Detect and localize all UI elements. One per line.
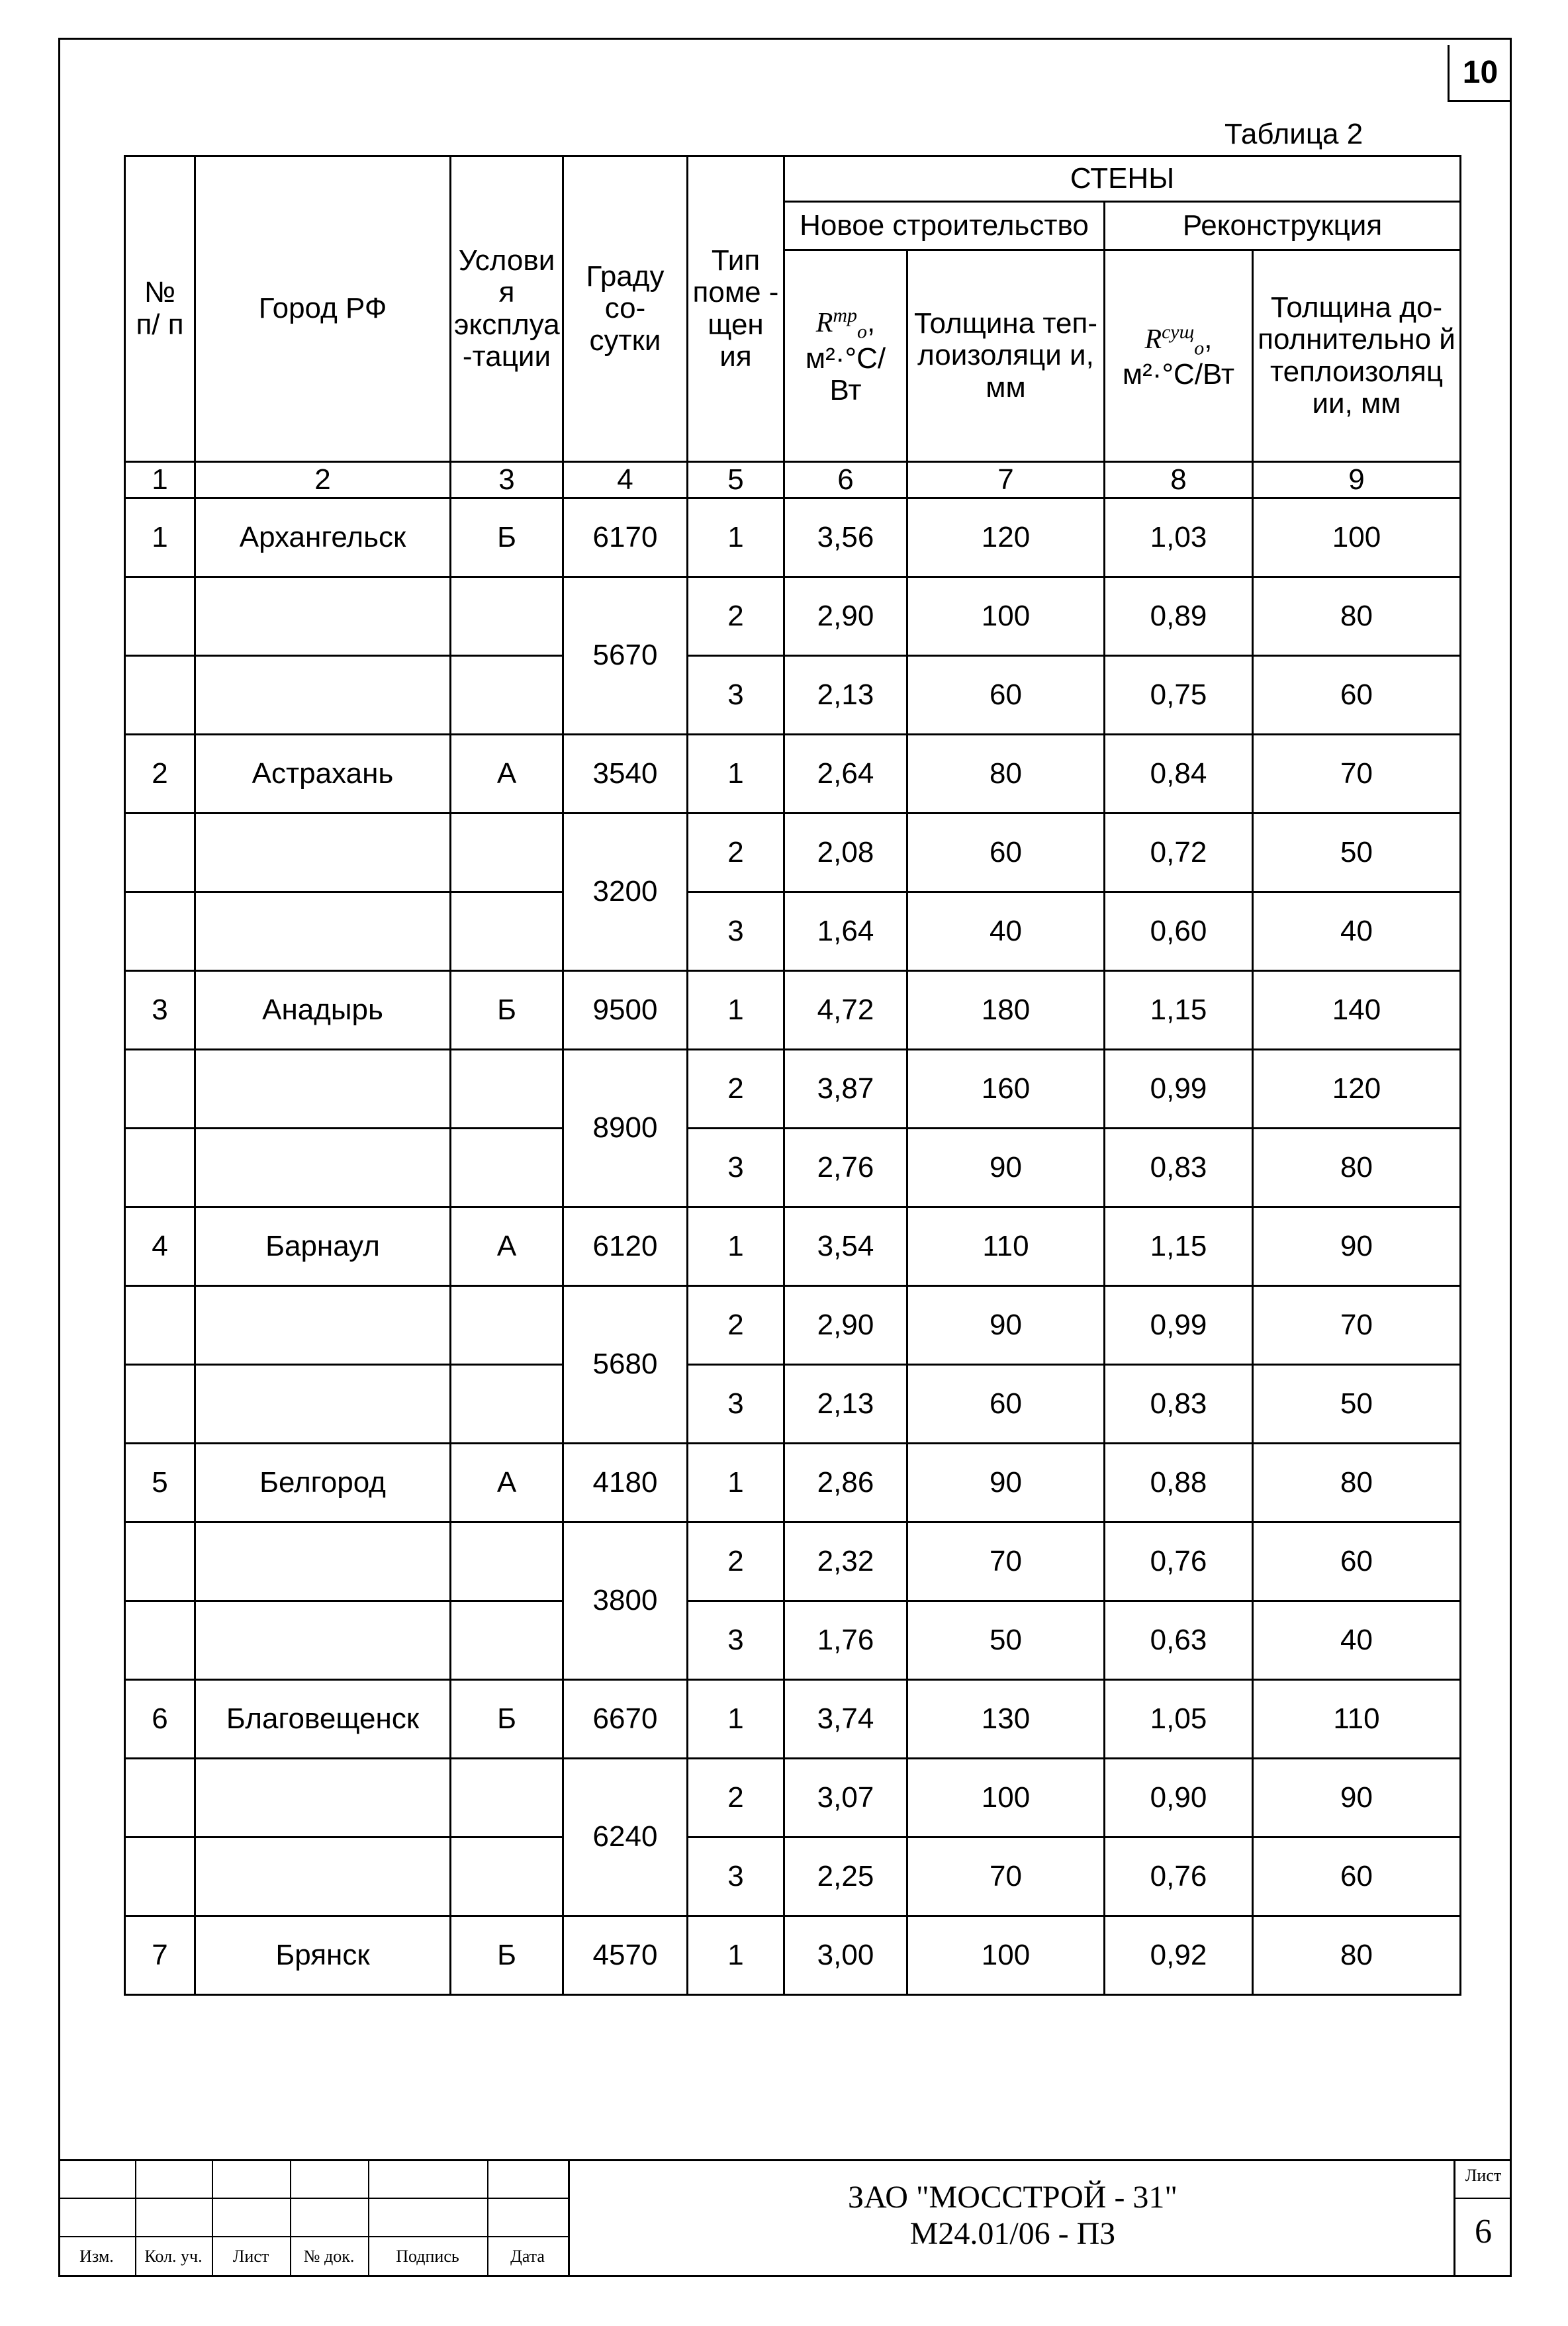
cell-thickness-new: 60 bbox=[907, 814, 1105, 892]
cell-city: Архангельск bbox=[195, 498, 451, 577]
cell-r-existing: 0,99 bbox=[1105, 1286, 1253, 1365]
cell-r-required: 2,90 bbox=[784, 1286, 907, 1365]
cell-empty bbox=[195, 1050, 451, 1129]
insulation-table bbox=[124, 155, 1461, 1996]
cell-r-required: 2,86 bbox=[784, 1444, 907, 1522]
cell-empty bbox=[125, 1759, 195, 1838]
table-row bbox=[125, 1050, 1461, 1129]
header-thickness-additional: Толщина до- полнительно й теплоизоляц ии, мм bbox=[1253, 250, 1461, 462]
cell-conditions: Б bbox=[451, 498, 563, 577]
column-number-row: 1 2 3 4 5 6 7 8 9 bbox=[125, 462, 1461, 498]
table-row bbox=[125, 1365, 1461, 1444]
cell-gsop: 5670 bbox=[563, 577, 688, 735]
table-row bbox=[125, 1522, 1461, 1601]
cell-r-existing: 1,03 bbox=[1105, 498, 1253, 577]
cell-empty bbox=[125, 1522, 195, 1601]
cell-city: Барнаул bbox=[195, 1207, 451, 1286]
cell-room-type: 3 bbox=[688, 892, 784, 971]
cell-r-required: 2,64 bbox=[784, 735, 907, 814]
header-new-construction: Новое строительство bbox=[784, 202, 1105, 250]
cell-r-existing: 0,72 bbox=[1105, 814, 1253, 892]
cell-thickness-new: 80 bbox=[907, 735, 1105, 814]
sheet-label: Лист bbox=[1465, 2166, 1502, 2185]
cell-thickness-additional: 100 bbox=[1253, 498, 1461, 577]
cell-empty bbox=[125, 1365, 195, 1444]
cell-gsop: 5680 bbox=[563, 1286, 688, 1444]
stamp-label-kol: Кол. уч. bbox=[144, 2247, 203, 2266]
cell-empty bbox=[195, 577, 451, 656]
cell-r-existing: 0,88 bbox=[1105, 1444, 1253, 1522]
header-r-required: $R^{тр}_o$, м²·°С/ Вт bbox=[784, 250, 907, 462]
cell-room-type: 1 bbox=[688, 1916, 784, 1995]
table-row bbox=[125, 892, 1461, 971]
cell-thickness-new: 90 bbox=[907, 1444, 1105, 1522]
company-block bbox=[569, 2179, 1456, 2252]
table-caption: Таблица 2 bbox=[1224, 118, 1363, 150]
table-row bbox=[125, 577, 1461, 656]
cell-r-required: 2,13 bbox=[784, 1365, 907, 1444]
cell-r-existing: 0,92 bbox=[1105, 1916, 1253, 1995]
cell-empty bbox=[451, 577, 563, 656]
cell-empty bbox=[125, 1838, 195, 1916]
header-walls: СТЕНЫ bbox=[784, 156, 1461, 202]
cell-num: 5 bbox=[125, 1444, 195, 1522]
cell-empty bbox=[125, 814, 195, 892]
cell-r-existing: 0,84 bbox=[1105, 735, 1253, 814]
cell-thickness-new: 100 bbox=[907, 1759, 1105, 1838]
cell-room-type: 3 bbox=[688, 1601, 784, 1680]
cell-thickness-new: 70 bbox=[907, 1838, 1105, 1916]
table-row bbox=[125, 498, 1461, 577]
cell-thickness-additional: 120 bbox=[1253, 1050, 1461, 1129]
page-number: 10 bbox=[1448, 45, 1511, 102]
cell-r-existing: 1,05 bbox=[1105, 1680, 1253, 1759]
cell-empty bbox=[451, 1129, 563, 1207]
table-row bbox=[125, 1838, 1461, 1916]
table-row bbox=[125, 1207, 1461, 1286]
cell-thickness-additional: 80 bbox=[1253, 1916, 1461, 1995]
cell-city: Благовещенск bbox=[195, 1680, 451, 1759]
cell-room-type: 1 bbox=[688, 735, 784, 814]
cell-gsop: 3540 bbox=[563, 735, 688, 814]
cell-empty bbox=[451, 1365, 563, 1444]
cell-empty bbox=[451, 1601, 563, 1680]
document-code: М24.01/06 - ПЗ bbox=[909, 2216, 1116, 2252]
cell-r-required: 3,74 bbox=[784, 1680, 907, 1759]
cell-r-existing: 0,90 bbox=[1105, 1759, 1253, 1838]
cell-num: 7 bbox=[125, 1916, 195, 1995]
cell-conditions: Б bbox=[451, 1680, 563, 1759]
header-thickness-new: Толщина теп- лоизоляци и, мм bbox=[907, 250, 1105, 462]
cell-gsop: 3200 bbox=[563, 814, 688, 971]
cell-gsop: 4180 bbox=[563, 1444, 688, 1522]
cell-empty bbox=[451, 814, 563, 892]
cell-r-required: 3,87 bbox=[784, 1050, 907, 1129]
table-row bbox=[125, 1680, 1461, 1759]
cell-r-existing: 1,15 bbox=[1105, 971, 1253, 1050]
cell-r-existing: 0,60 bbox=[1105, 892, 1253, 971]
cell-thickness-additional: 80 bbox=[1253, 1129, 1461, 1207]
cell-thickness-additional: 70 bbox=[1253, 1286, 1461, 1365]
cell-gsop: 6170 bbox=[563, 498, 688, 577]
cell-r-existing: 0,83 bbox=[1105, 1365, 1253, 1444]
cell-num: 4 bbox=[125, 1207, 195, 1286]
cell-thickness-additional: 90 bbox=[1253, 1759, 1461, 1838]
cell-thickness-additional: 50 bbox=[1253, 814, 1461, 892]
table-row bbox=[125, 656, 1461, 735]
cell-empty bbox=[195, 1286, 451, 1365]
cell-r-required: 1,64 bbox=[784, 892, 907, 971]
cell-city: Анадырь bbox=[195, 971, 451, 1050]
cell-empty bbox=[125, 656, 195, 735]
cell-thickness-additional: 50 bbox=[1253, 1365, 1461, 1444]
cell-city: Брянск bbox=[195, 1916, 451, 1995]
cell-empty bbox=[125, 1050, 195, 1129]
table-row bbox=[125, 1286, 1461, 1365]
cell-room-type: 2 bbox=[688, 1759, 784, 1838]
cell-thickness-new: 90 bbox=[907, 1286, 1105, 1365]
cell-room-type: 3 bbox=[688, 1838, 784, 1916]
header-conditions: Услови я эксплуа -тации bbox=[451, 156, 563, 462]
cell-room-type: 3 bbox=[688, 1129, 784, 1207]
table-row bbox=[125, 1129, 1461, 1207]
cell-num: 3 bbox=[125, 971, 195, 1050]
cell-empty bbox=[125, 1129, 195, 1207]
cell-thickness-additional: 60 bbox=[1253, 1522, 1461, 1601]
cell-r-required: 3,00 bbox=[784, 1916, 907, 1995]
table-row bbox=[125, 1601, 1461, 1680]
stamp-label-date: Дата bbox=[510, 2247, 545, 2266]
cell-gsop: 8900 bbox=[563, 1050, 688, 1207]
header-gsop: Граду со- сутки bbox=[563, 156, 688, 462]
sheet-number: 6 bbox=[1475, 2213, 1492, 2251]
cell-conditions: Б bbox=[451, 1916, 563, 1995]
header-r-existing: $R^{сущ}_o$, м²·°С/Вт bbox=[1105, 250, 1253, 462]
cell-empty bbox=[451, 892, 563, 971]
cell-r-required: 4,72 bbox=[784, 971, 907, 1050]
cell-thickness-additional: 60 bbox=[1253, 656, 1461, 735]
cell-r-existing: 0,63 bbox=[1105, 1601, 1253, 1680]
cell-r-required: 2,13 bbox=[784, 656, 907, 735]
cell-thickness-new: 110 bbox=[907, 1207, 1105, 1286]
cell-empty bbox=[195, 1522, 451, 1601]
header-reconstruction: Реконструкция bbox=[1105, 202, 1461, 250]
table-row bbox=[125, 1759, 1461, 1838]
cell-gsop: 6240 bbox=[563, 1759, 688, 1916]
cell-city: Астрахань bbox=[195, 735, 451, 814]
table-row bbox=[125, 971, 1461, 1050]
cell-room-type: 1 bbox=[688, 498, 784, 577]
cell-empty bbox=[195, 1129, 451, 1207]
table-row bbox=[125, 814, 1461, 892]
cell-thickness-new: 90 bbox=[907, 1129, 1105, 1207]
cell-empty bbox=[195, 1759, 451, 1838]
cell-r-existing: 0,83 bbox=[1105, 1129, 1253, 1207]
cell-empty bbox=[195, 1365, 451, 1444]
cell-room-type: 2 bbox=[688, 814, 784, 892]
header-num: № п/ п bbox=[125, 156, 195, 462]
cell-gsop: 9500 bbox=[563, 971, 688, 1050]
cell-r-required: 3,54 bbox=[784, 1207, 907, 1286]
cell-room-type: 1 bbox=[688, 1680, 784, 1759]
cell-num: 2 bbox=[125, 735, 195, 814]
cell-r-existing: 0,99 bbox=[1105, 1050, 1253, 1129]
cell-room-type: 3 bbox=[688, 656, 784, 735]
cell-thickness-additional: 140 bbox=[1253, 971, 1461, 1050]
cell-r-existing: 0,76 bbox=[1105, 1522, 1253, 1601]
cell-empty bbox=[451, 1759, 563, 1838]
stamp-label-izm: Изм. bbox=[79, 2247, 114, 2266]
cell-room-type: 2 bbox=[688, 577, 784, 656]
cell-r-required: 2,32 bbox=[784, 1522, 907, 1601]
cell-empty bbox=[195, 892, 451, 971]
cell-empty bbox=[195, 1838, 451, 1916]
cell-gsop: 6120 bbox=[563, 1207, 688, 1286]
cell-thickness-new: 130 bbox=[907, 1680, 1105, 1759]
cell-r-existing: 0,76 bbox=[1105, 1838, 1253, 1916]
cell-room-type: 2 bbox=[688, 1522, 784, 1601]
cell-thickness-additional: 40 bbox=[1253, 892, 1461, 971]
cell-thickness-additional: 80 bbox=[1253, 1444, 1461, 1522]
cell-empty bbox=[451, 1838, 563, 1916]
cell-conditions: А bbox=[451, 1444, 563, 1522]
header-room-type: Тип поме - щен ия bbox=[688, 156, 784, 462]
cell-r-existing: 0,89 bbox=[1105, 577, 1253, 656]
header-city: Город РФ bbox=[195, 156, 451, 462]
title-block bbox=[58, 2159, 1512, 2277]
cell-num: 6 bbox=[125, 1680, 195, 1759]
cell-empty bbox=[451, 1286, 563, 1365]
stamp-label-doc: № док. bbox=[303, 2247, 355, 2266]
cell-thickness-additional: 70 bbox=[1253, 735, 1461, 814]
cell-thickness-new: 40 bbox=[907, 892, 1105, 971]
cell-r-existing: 1,15 bbox=[1105, 1207, 1253, 1286]
cell-thickness-new: 60 bbox=[907, 656, 1105, 735]
cell-empty bbox=[195, 1601, 451, 1680]
cell-thickness-additional: 80 bbox=[1253, 577, 1461, 656]
cell-r-required: 3,56 bbox=[784, 498, 907, 577]
cell-r-required: 2,08 bbox=[784, 814, 907, 892]
cell-thickness-additional: 60 bbox=[1253, 1838, 1461, 1916]
cell-num: 1 bbox=[125, 498, 195, 577]
cell-empty bbox=[451, 1522, 563, 1601]
cell-city: Белгород bbox=[195, 1444, 451, 1522]
cell-r-required: 2,76 bbox=[784, 1129, 907, 1207]
cell-empty bbox=[125, 892, 195, 971]
cell-empty bbox=[195, 814, 451, 892]
company-name: ЗАО "МОССТРОЙ - 31" bbox=[847, 2180, 1178, 2215]
cell-empty bbox=[125, 1601, 195, 1680]
cell-r-required: 3,07 bbox=[784, 1759, 907, 1838]
cell-empty bbox=[451, 1050, 563, 1129]
cell-thickness-new: 160 bbox=[907, 1050, 1105, 1129]
cell-r-required: 1,76 bbox=[784, 1601, 907, 1680]
stamp-label-sign: Подпись bbox=[396, 2247, 459, 2266]
cell-thickness-new: 180 bbox=[907, 971, 1105, 1050]
cell-thickness-new: 60 bbox=[907, 1365, 1105, 1444]
cell-empty bbox=[195, 656, 451, 735]
cell-thickness-new: 100 bbox=[907, 1916, 1105, 1995]
stamp-label-list: Лист bbox=[232, 2247, 269, 2266]
cell-conditions: А bbox=[451, 735, 563, 814]
cell-r-existing: 0,75 bbox=[1105, 656, 1253, 735]
cell-thickness-new: 70 bbox=[907, 1522, 1105, 1601]
cell-thickness-new: 50 bbox=[907, 1601, 1105, 1680]
cell-thickness-new: 100 bbox=[907, 577, 1105, 656]
cell-gsop: 6670 bbox=[563, 1680, 688, 1759]
cell-room-type: 1 bbox=[688, 1207, 784, 1286]
cell-room-type: 3 bbox=[688, 1365, 784, 1444]
cell-thickness-additional: 40 bbox=[1253, 1601, 1461, 1680]
cell-conditions: Б bbox=[451, 971, 563, 1050]
table-row bbox=[125, 735, 1461, 814]
cell-room-type: 1 bbox=[688, 971, 784, 1050]
table-row bbox=[125, 1444, 1461, 1522]
table-row bbox=[125, 1916, 1461, 1995]
cell-room-type: 2 bbox=[688, 1050, 784, 1129]
cell-conditions: А bbox=[451, 1207, 563, 1286]
cell-empty bbox=[125, 1286, 195, 1365]
cell-thickness-additional: 110 bbox=[1253, 1680, 1461, 1759]
cell-thickness-new: 120 bbox=[907, 498, 1105, 577]
cell-thickness-additional: 90 bbox=[1253, 1207, 1461, 1286]
cell-room-type: 2 bbox=[688, 1286, 784, 1365]
cell-gsop: 3800 bbox=[563, 1522, 688, 1680]
cell-r-required: 2,25 bbox=[784, 1838, 907, 1916]
cell-gsop: 4570 bbox=[563, 1916, 688, 1995]
cell-empty bbox=[451, 656, 563, 735]
cell-r-required: 2,90 bbox=[784, 577, 907, 656]
cell-room-type: 1 bbox=[688, 1444, 784, 1522]
cell-empty bbox=[125, 577, 195, 656]
